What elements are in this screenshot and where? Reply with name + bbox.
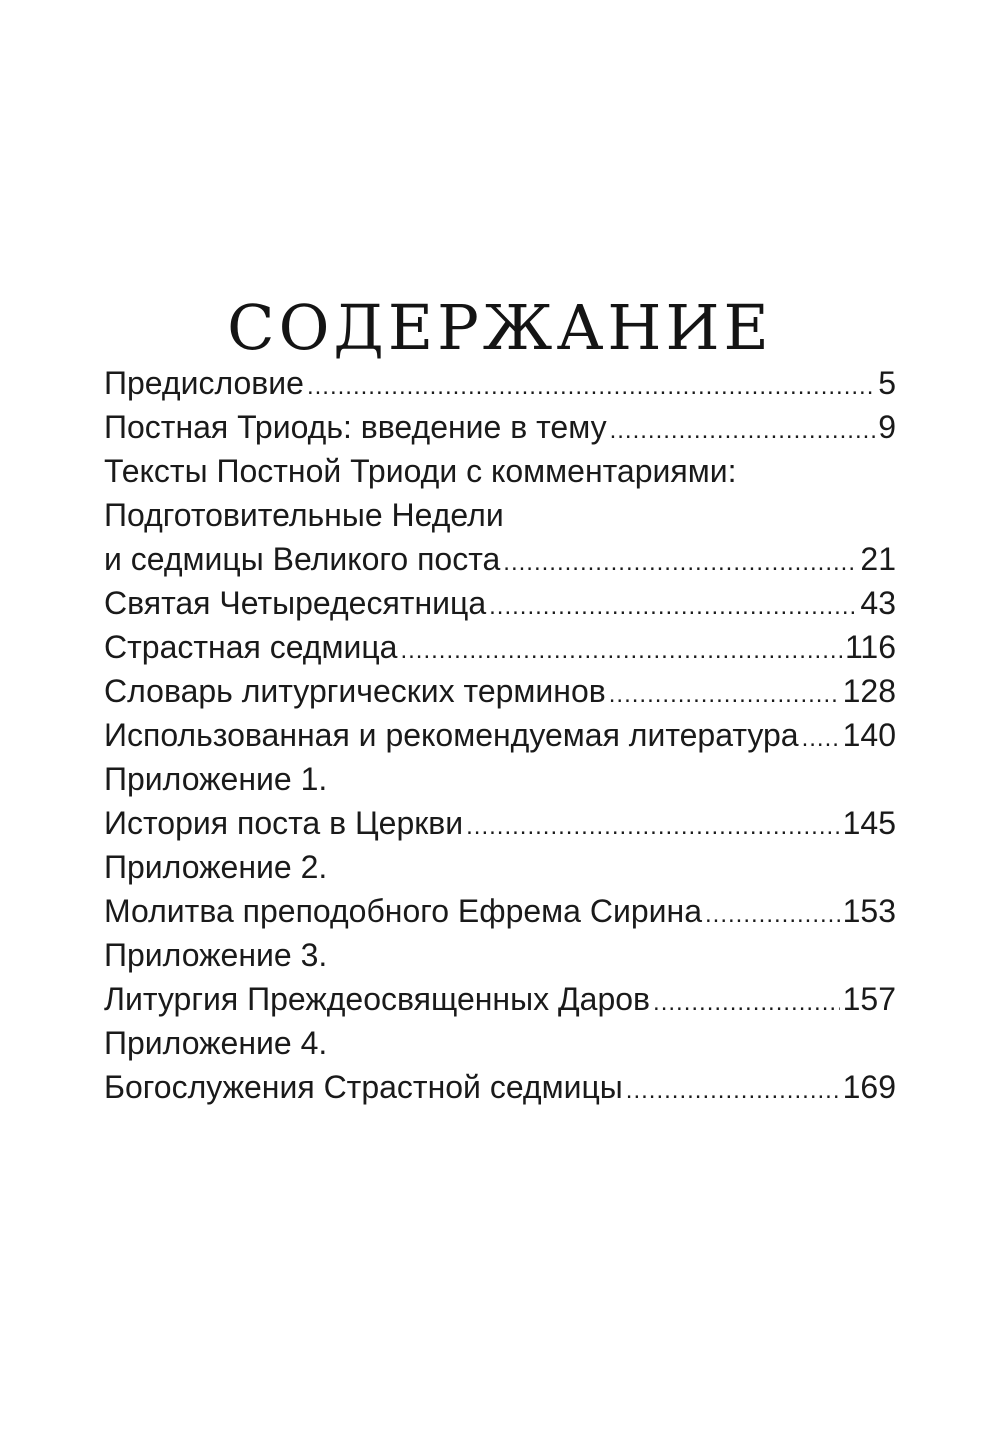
toc-entry-text: Приложение 3. <box>104 937 328 973</box>
toc-entry-bibliography[interactable] <box>104 713 896 757</box>
toc-entry-text: Постная Триодь: введение в тему <box>104 409 607 445</box>
toc-entry-appendix-2-label <box>104 845 896 889</box>
toc-entry-text: Молитва преподобного Ефрема Сирина <box>104 893 702 929</box>
toc-entry-text: Словарь литургических терминов <box>104 673 606 709</box>
toc-entry-text: Приложение 1. <box>104 761 328 797</box>
toc-entry-page: 157 <box>842 981 896 1017</box>
dot-leader <box>503 541 857 585</box>
dot-leader <box>705 893 840 937</box>
toc-entry-text: Использованная и рекомендуемая литература <box>104 717 799 753</box>
toc-entry-page: 153 <box>842 893 896 929</box>
toc-entry-texts-heading <box>104 449 896 493</box>
toc-entry-introduction[interactable] <box>104 405 896 449</box>
table-of-contents <box>104 361 896 1109</box>
toc-entry-page: 21 <box>860 541 896 577</box>
toc-entry-page: 128 <box>842 673 896 709</box>
toc-entry-forty-days[interactable] <box>104 581 896 625</box>
toc-entry-appendix-4[interactable] <box>104 1065 896 1109</box>
toc-entry-text: История поста в Церкви <box>104 805 464 841</box>
toc-entry-page: 5 <box>878 365 896 401</box>
toc-entry-text: Подготовительные Недели <box>104 497 504 533</box>
page-title: СОДЕРЖАНИЕ <box>227 290 773 364</box>
toc-entry-page: 43 <box>860 585 896 621</box>
dot-leader <box>609 673 840 717</box>
toc-entry-preparatory-weeks[interactable] <box>104 537 896 581</box>
toc-entry-page: 169 <box>842 1069 896 1105</box>
dot-leader <box>307 365 875 409</box>
toc-entry-glossary[interactable] <box>104 669 896 713</box>
dot-leader <box>610 409 876 453</box>
dot-leader <box>489 585 857 629</box>
dot-leader <box>466 805 839 849</box>
toc-entry-text: Приложение 4. <box>104 1025 328 1061</box>
dot-leader <box>626 1069 840 1113</box>
toc-entry-page: 145 <box>842 805 896 841</box>
toc-entry-holy-week[interactable] <box>104 625 896 669</box>
toc-entry-text: Страстная седмица <box>104 629 398 665</box>
dot-leader <box>653 981 840 1025</box>
toc-entry-appendix-1-label <box>104 757 896 801</box>
dot-leader <box>400 629 842 673</box>
toc-entry-text: и седмицы Великого поста <box>104 541 501 577</box>
dot-leader <box>802 717 840 761</box>
toc-entry-text: Литургия Преждеосвященных Даров <box>104 981 651 1017</box>
toc-entry-appendix-2[interactable] <box>104 889 896 933</box>
toc-entry-text: Предисловие <box>104 365 304 401</box>
toc-entry-text: Богослужения Страстной седмицы <box>104 1069 623 1105</box>
toc-entry-page: 116 <box>844 629 896 665</box>
toc-entry-appendix-1[interactable] <box>104 801 896 845</box>
toc-entry-appendix-4-label <box>104 1021 896 1065</box>
toc-entry-preface[interactable] <box>104 361 896 405</box>
toc-entry-text: Святая Четыредесятница <box>104 585 487 621</box>
toc-entry-text: Приложение 2. <box>104 849 328 885</box>
toc-entry-appendix-3[interactable] <box>104 977 896 1021</box>
toc-entry-appendix-3-label <box>104 933 896 977</box>
toc-entry-page: 9 <box>878 409 896 445</box>
toc-entry-text: Тексты Постной Триоди с комментариями: <box>104 453 737 489</box>
toc-entry-page: 140 <box>842 717 896 753</box>
toc-entry-preparatory-weeks-line1 <box>104 493 896 537</box>
